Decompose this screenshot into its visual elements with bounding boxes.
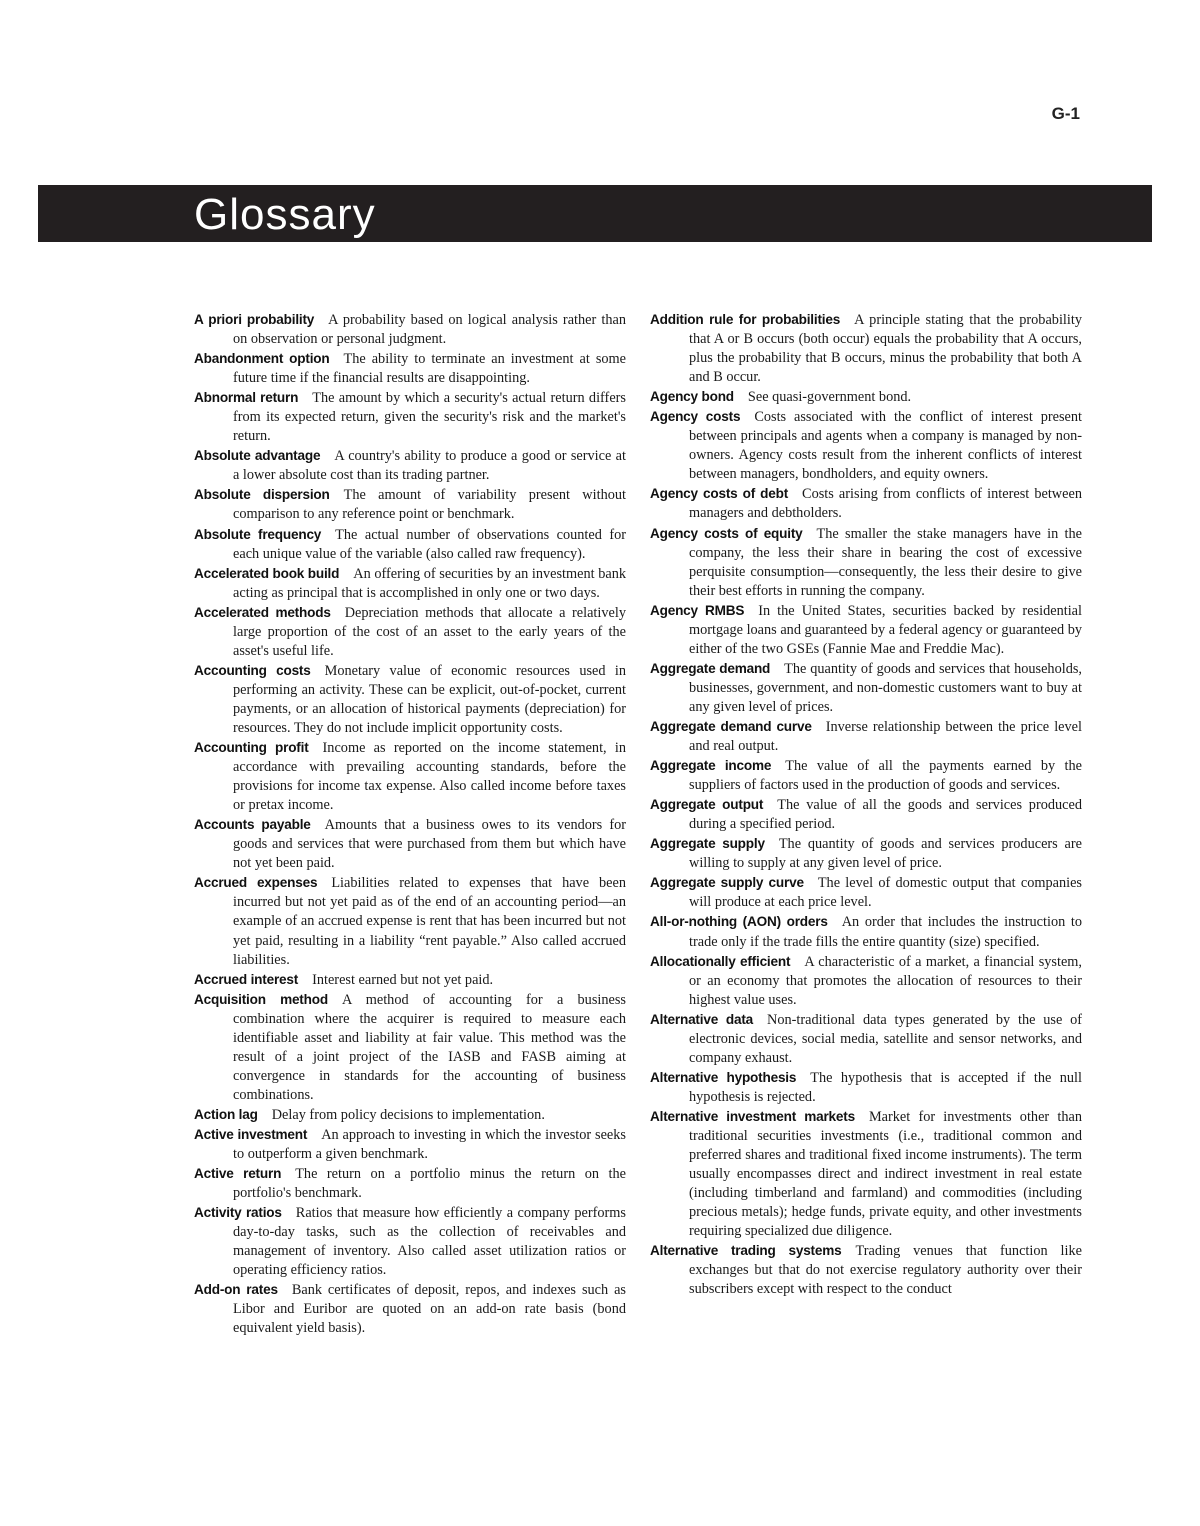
glossary-term: Aggregate output: [650, 797, 764, 813]
glossary-entry: [194, 1125, 626, 1164]
glossary-definition: A characteristic of a market, a financial system, or an economy that promotes the allocation of resources to their highest value uses.: [689, 953, 1083, 1008]
glossary-definition: The quantity of goods and services producers are willing to supply at any given level of price.: [689, 836, 1082, 872]
glossary-term: Action lag: [194, 1106, 258, 1122]
glossary-term: Alternative hypothesis: [650, 1069, 797, 1085]
glossary-entry: [194, 525, 626, 564]
glossary-definition: Interest earned but not yet paid.: [312, 971, 494, 988]
glossary-term: Agency costs of equity: [650, 525, 803, 541]
glossary-column-left: [194, 310, 626, 1338]
glossary-entry: [650, 1010, 1082, 1068]
glossary-definition: The level of domestic output that companies will produce at each price level.: [689, 875, 1082, 911]
glossary-definition: The hypothesis that is accepted if the null hypothesis is rejected.: [689, 1069, 1082, 1105]
glossary-term: A priori probability: [194, 312, 315, 327]
page-title: Glossary: [194, 190, 376, 239]
glossary-definition: Income as reported on the income statement, in accordance with prevailing accounting standards, before the provisions for income tax expense. Also called income before taxes or pretax income.: [233, 740, 626, 814]
glossary-definition: Trading venues that function like exchanges but that do not exercise regulatory authority over their subscribers except with respect to the conduct: [689, 1243, 1082, 1298]
glossary-term: Agency bond: [650, 389, 734, 405]
glossary-entry: [194, 1105, 626, 1125]
glossary-entry: [194, 485, 626, 524]
glossary-entry: [194, 446, 626, 485]
glossary-entry: [650, 407, 1082, 484]
glossary-definition: The return on a portfolio minus the return on the portfolio's benchmark.: [233, 1166, 626, 1202]
glossary-term: Absolute frequency: [194, 526, 322, 542]
glossary-entry: [194, 970, 626, 990]
glossary-term: Acquisition method: [194, 991, 328, 1007]
glossary-entry: [650, 659, 1082, 717]
glossary-entry: [194, 661, 626, 738]
glossary-term: Alternative investment markets: [650, 1108, 855, 1124]
glossary-term: Accounting profit: [194, 740, 309, 756]
glossary-definition: In the United States, securities backed by residential mortgage loans and guaranteed by a federal agency or guaranteed by either of the two GSEs (Fannie Mae and Freddie Mac).: [689, 602, 1082, 657]
glossary-entry: [194, 990, 626, 1105]
glossary-definition: An approach to investing in which the investor seeks to outperform a given benchmark.: [233, 1126, 626, 1163]
glossary-term: Allocationally efficient: [650, 953, 791, 969]
glossary-term: Abnormal return: [194, 390, 299, 406]
glossary-definition: Amounts that a business owes to its vendors for goods and services that were purchased from them but which have not yet been paid.: [233, 817, 626, 872]
glossary-definition: Non-traditional data types generated by the use of electronic devices, social media, satellite and sensor networks, and company exhaust.: [689, 1011, 1082, 1066]
glossary-term: Accelerated book build: [194, 565, 340, 581]
glossary-entry: [650, 795, 1082, 834]
glossary-definition: An order that includes the instruction to trade only if the trade fills the entire quantity (size) specified.: [689, 914, 1083, 950]
glossary-entry: [194, 815, 626, 873]
glossary-term: Aggregate supply: [650, 836, 765, 852]
glossary-term: Agency costs of debt: [650, 486, 789, 502]
glossary-term: Accrued interest: [194, 971, 299, 987]
glossary-term: Aggregate demand curve: [650, 718, 812, 734]
glossary-term: Accounting costs: [194, 662, 311, 678]
glossary-entry: [650, 952, 1082, 1010]
glossary-definition: A principle stating that the probability that A or B occurs (both occur) equals the probability that A occurs, plus the probability that B occurs, minus the probability that both A and B occur.: [689, 312, 1082, 386]
glossary-term: Addition rule for probabilities: [650, 312, 841, 327]
glossary-entry: [650, 912, 1082, 951]
glossary-term: Aggregate demand: [650, 660, 771, 676]
glossary-definition: Ratios that measure how efficiently a company performs day-to-day tasks, such as the collection of receivables and management of inventory. Also called asset utilization ratios or operating efficiency ratios.: [233, 1205, 626, 1279]
glossary-definition: Costs associated with the conflict of interest present between principals and agents when a company is managed by non-owners. Agency costs result from the inherent conflicts of interest between managers, bondholders, and equity owners.: [689, 409, 1082, 483]
glossary-definition: The value of all the payments earned by the suppliers of factors used in the production of goods and services.: [689, 758, 1082, 794]
title-banner: [38, 185, 1152, 242]
glossary-entry: [194, 1164, 626, 1203]
glossary-term: Active investment: [194, 1126, 308, 1142]
glossary-term: Aggregate supply curve: [650, 875, 804, 891]
glossary-definition: A country's ability to produce a good or service at a lower absolute cost than its trading partner.: [233, 448, 626, 484]
glossary-term: Active return: [194, 1166, 282, 1182]
glossary-entry: [194, 564, 626, 603]
glossary-entry: [650, 1107, 1082, 1241]
glossary-entry: [650, 717, 1082, 756]
glossary-definition: The amount of variability present without comparison to any reference point or benchmark.: [233, 487, 626, 523]
glossary-definition: Depreciation methods that allocate a relatively large proportion of the cost of an asset to the early years of the asset's useful life.: [233, 604, 626, 659]
glossary-definition: See quasi-government bond.: [747, 389, 912, 406]
glossary-entry: [194, 603, 626, 661]
glossary-definition: Inverse relationship between the price level and real output.: [689, 718, 1082, 755]
glossary-entry: [650, 834, 1082, 873]
glossary-definition: Delay from policy decisions to implementation.: [271, 1106, 545, 1123]
glossary-term: Alternative trading systems: [650, 1243, 842, 1259]
glossary-definition: Market for investments other than traditional securities investments (i.e., traditional common and preferred shares and traditional fixed income instruments). The term usually encompasses direct and indirect investment in real estate (including timberland and farmland) and commodities (including precious metals); hedge funds, private equity, and other investments requiring specialized due diligence.: [689, 1108, 1082, 1240]
glossary-entry: [194, 349, 626, 388]
glossary-term: Accrued expenses: [194, 875, 318, 891]
glossary-definition: The value of all the goods and services produced during a specified period.: [689, 797, 1082, 833]
glossary-term: Agency costs: [650, 409, 741, 425]
glossary-entry: [650, 601, 1082, 659]
glossary-entry: [650, 310, 1082, 387]
glossary-term: Absolute advantage: [194, 448, 321, 464]
glossary-definition: The smaller the stake managers have in the company, the less their share in bearing the cost of excessive perquisite consumption—consequently, the less their desire to give their best efforts in running the company.: [689, 525, 1082, 599]
glossary-term: Abandonment option: [194, 351, 330, 367]
glossary-definition: An offering of securities by an investment bank acting as principal that is accomplished in only one or two days.: [233, 565, 627, 601]
glossary-definition: A probability based on logical analysis rather than on observation or personal judgment.: [233, 312, 626, 348]
glossary-definition: Liabilities related to expenses that have been incurred but not yet paid as of the end of an accounting period—an example of an accrued expense is rent that has been incurred but not yet paid, resulting in a liability “rent payable.” Also called accrued liabilities.: [233, 875, 626, 968]
glossary-definition: Monetary value of economic resources used in performing an activity. These can be explicit, out-of-pocket, current payments, or an allocation of historical payments (depreciation) for resources. They do not include implicit opportunity costs.: [233, 662, 626, 736]
glossary-term: All-or-nothing (AON) orders: [650, 914, 828, 930]
glossary-entry: [194, 1280, 626, 1338]
glossary-term: Accelerated methods: [194, 604, 331, 620]
glossary-definition: A method of accounting for a business combination where the acquirer is required to measure each identifiable asset and liability at fair value. This method was the result of a joint project of the IASB and FASB aiming at convergence in standards for the accounting of business combinations.: [233, 991, 626, 1103]
glossary-entry: [194, 310, 626, 349]
glossary-entry: [650, 873, 1082, 912]
glossary-column-right: [650, 310, 1082, 1299]
glossary-entry: [650, 1068, 1082, 1107]
glossary-entry: [650, 1241, 1082, 1299]
glossary-term: Accounts payable: [194, 817, 311, 833]
glossary-term: Agency RMBS: [650, 602, 745, 618]
glossary-definition: The amount by which a security's actual return differs from its expected return, given the security's risk and the market's return.: [233, 390, 626, 445]
glossary-definition: Costs arising from conflicts of interest between managers and debtholders.: [689, 486, 1082, 522]
glossary-definition: The actual number of observations counted for each unique value of the variable (also called raw frequency).: [233, 526, 626, 562]
glossary-entry: [650, 524, 1082, 601]
glossary-entry: [194, 1203, 626, 1280]
glossary-definition: Bank certificates of deposit, repos, and indexes such as Libor and Euribor are quoted on an add-on rate basis (bond equivalent yield basis).: [233, 1282, 627, 1337]
glossary-term: Alternative data: [650, 1011, 754, 1027]
page-number: G-1: [1051, 104, 1080, 123]
glossary-term: Add-on rates: [194, 1282, 278, 1298]
glossary-definition: The ability to terminate an investment at some future time if the financial results are disappointing.: [233, 351, 626, 387]
glossary-entry: [650, 484, 1082, 523]
glossary-entry: [194, 873, 626, 969]
glossary-entry: [650, 756, 1082, 795]
glossary-term: Absolute dispersion: [194, 487, 330, 503]
glossary-entry: [194, 388, 626, 446]
glossary-term: Aggregate income: [650, 758, 772, 774]
glossary-definition: The quantity of goods and services that households, businesses, government, and non-domestic customers want to buy at any given level of prices.: [689, 660, 1082, 715]
glossary-entry: [650, 387, 1082, 407]
glossary-term: Activity ratios: [194, 1205, 282, 1221]
glossary-entry: [194, 738, 626, 815]
